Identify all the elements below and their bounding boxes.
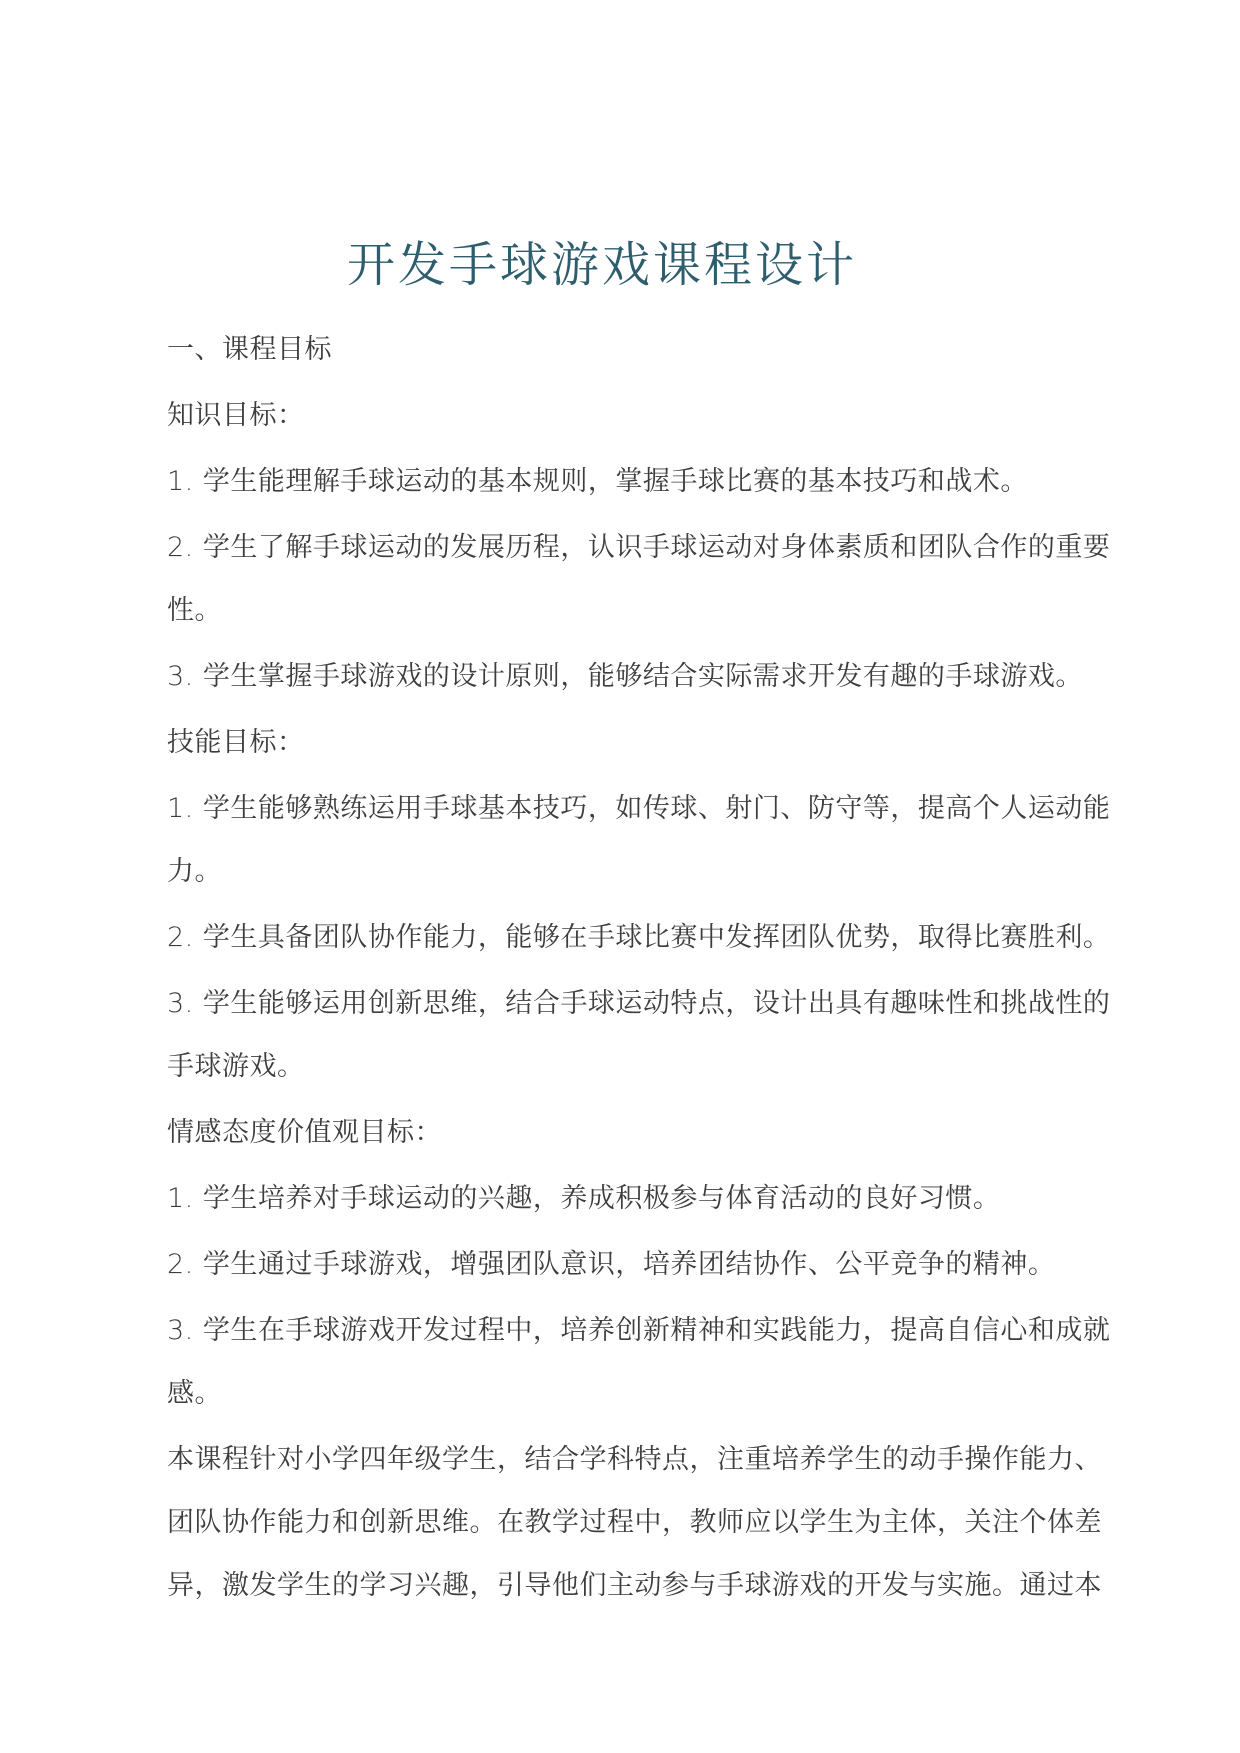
paragraph-line: 手球游戏。 — [167, 1051, 305, 1082]
affective-goal-item-3 — [167, 1299, 1177, 1425]
paragraph-line: 本课程针对小学四年级学生，结合学科特点，注重培养学生的动手操作能力、 — [167, 1444, 1102, 1475]
paragraph-line: 性。 — [167, 595, 222, 626]
paragraph-line: 3. 学生能够运用创新思维，结合手球运动特点，设计出具有趣味性和挑战性的 — [167, 988, 1111, 1019]
paragraph-line: 团队协作能力和创新思维。在教学过程中，教师应以学生为主体，关注个体差 — [167, 1507, 1102, 1538]
heading-knowledge-goals — [167, 384, 1177, 447]
knowledge-goal-item-1 — [167, 450, 1177, 513]
paragraph-line: 2. 学生了解手球运动的发展历程，认识手球运动对身体素质和团队合作的重要 — [167, 532, 1111, 563]
heading-course-goals — [167, 318, 1177, 381]
paragraph-line: 感。 — [167, 1378, 222, 1409]
knowledge-goal-item-3 — [167, 645, 1177, 708]
document-title: 开发手球游戏课程设计 — [346, 237, 857, 294]
heading-skill-goals — [167, 711, 1177, 774]
paragraph-line: 情感态度价值观目标： — [167, 1117, 442, 1148]
skill-goal-item-2 — [167, 906, 1177, 969]
paragraph-line: 1. 学生能够熟练运用手球基本技巧，如传球、射门、防守等，提高个人运动能 — [167, 793, 1111, 824]
paragraph-line: 3. 学生在手球游戏开发过程中，培养创新精神和实践能力，提高自信心和成就 — [167, 1315, 1111, 1346]
knowledge-goal-item-2 — [167, 516, 1177, 642]
paragraph-line: 知识目标： — [167, 400, 305, 431]
heading-affective-goals — [167, 1101, 1177, 1164]
course-summary-paragraph — [167, 1428, 1177, 1617]
skill-goal-item-1 — [167, 777, 1177, 903]
paragraph-line: 异，激发学生的学习兴趣，引导他们主动参与手球游戏的开发与实施。通过本 — [167, 1570, 1102, 1601]
paragraph-line: 2. 学生具备团队协作能力，能够在手球比赛中发挥团队优势，取得比赛胜利。 — [167, 922, 1111, 953]
paragraph-line: 1. 学生能理解手球运动的基本规则，掌握手球比赛的基本技巧和战术。 — [167, 466, 1028, 497]
paragraph-line: 力。 — [167, 856, 222, 887]
affective-goal-item-2 — [167, 1233, 1177, 1296]
paragraph-line: 技能目标： — [167, 727, 305, 758]
skill-goal-item-3 — [167, 972, 1177, 1098]
document-body — [167, 318, 1177, 1617]
paragraph-line: 1. 学生培养对手球运动的兴趣，养成积极参与体育活动的良好习惯。 — [167, 1183, 1001, 1214]
paragraph-line: 一、课程目标 — [167, 334, 332, 365]
affective-goal-item-1 — [167, 1167, 1177, 1230]
paragraph-line: 2. 学生通过手球游戏，增强团队意识，培养团结协作、公平竞争的精神。 — [167, 1249, 1056, 1280]
paragraph-line: 3. 学生掌握手球游戏的设计原则，能够结合实际需求开发有趣的手球游戏。 — [167, 661, 1083, 692]
